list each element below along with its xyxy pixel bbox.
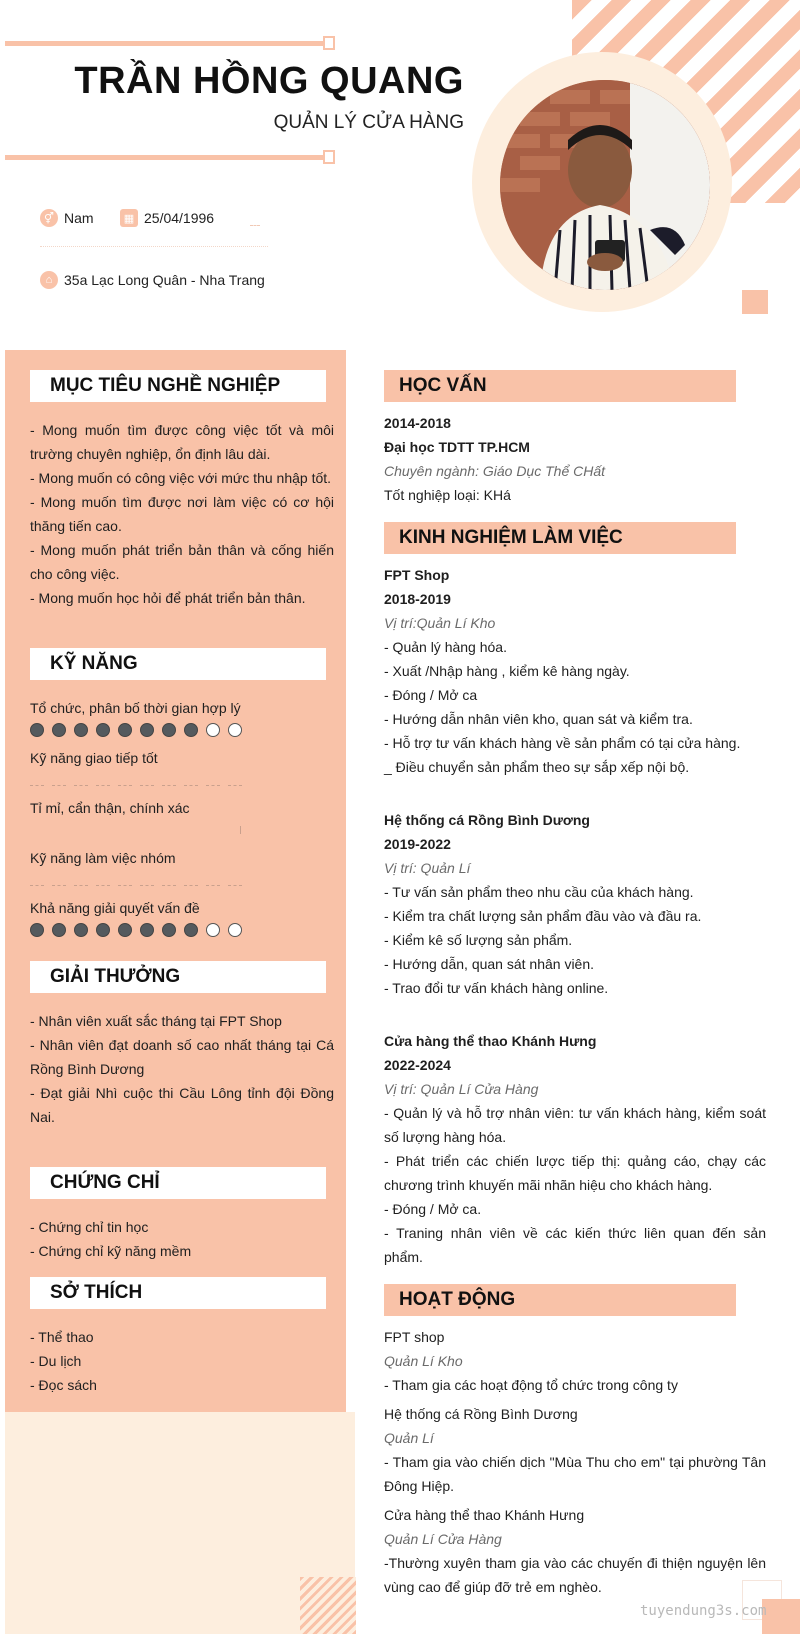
job-entry bbox=[384, 1029, 766, 1269]
objective-line: - Mong muốn tìm được công việc tốt và môi trường chuyên nghiệp, ổn định lâu dài. bbox=[30, 422, 334, 462]
rating-dot-empty bbox=[228, 923, 242, 937]
education-school: Đại học TDTT TP.HCM bbox=[384, 439, 530, 455]
birthdate-value: 25/04/1996 bbox=[144, 210, 215, 226]
education-block bbox=[384, 411, 766, 507]
activity-desc: - Tham gia các hoạt động tổ chức trong công ty bbox=[384, 1377, 678, 1393]
job-duty: - Kiểm tra chất lượng sản phẩm đầu vào và đầu ra. bbox=[384, 908, 702, 924]
job-duty: - Kiểm kê số lượng sản phẩm. bbox=[384, 932, 573, 948]
activity-org: Hệ thống cá Rồng Bình Dương bbox=[384, 1406, 578, 1422]
activity-desc: -Thường xuyên tham gia vào các chuyến đi thiện nguyện lên vùng cao để giúp đỡ trẻ em nghèo. bbox=[384, 1555, 766, 1595]
objective-line: - Mong muốn phát triển bản thân và cống hiến cho công việc. bbox=[30, 542, 334, 582]
job-years: 2022-2024 bbox=[384, 1057, 451, 1073]
rating-dot-empty bbox=[228, 723, 242, 737]
job-duty: - Hướng dẫn nhân viên kho, quan sát và kiểm tra. bbox=[384, 711, 693, 727]
home-icon: ⌂ bbox=[40, 271, 58, 289]
decorative-line-cap bbox=[323, 150, 335, 164]
skill-rating-faint bbox=[30, 772, 242, 786]
activities-block bbox=[384, 1325, 766, 1599]
birthdate-row bbox=[120, 209, 214, 227]
watermark: tuyendung3s.com bbox=[640, 1603, 767, 1619]
hobby-line: - Thể thao bbox=[30, 1329, 94, 1345]
skill-rating bbox=[30, 923, 242, 937]
rating-dot-empty bbox=[206, 723, 220, 737]
job-duty: - Traning nhân viên về các kiến thức liên quan đến sản phẩm. bbox=[384, 1225, 766, 1265]
rating-dot-filled bbox=[52, 923, 66, 937]
certificate-line: - Chứng chỉ tin học bbox=[30, 1219, 149, 1235]
decorative-square bbox=[742, 290, 768, 314]
education-major: Chuyên ngành: Giáo Dục Thể CHất bbox=[384, 463, 606, 479]
skill-label: Khả năng giải quyết vấn đề bbox=[30, 900, 200, 916]
skill-label: Tổ chức, phân bố thời gian hợp lý bbox=[30, 700, 241, 716]
job-years: 2019-2022 bbox=[384, 836, 451, 852]
rating-dot-filled bbox=[96, 923, 110, 937]
section-title-hobbies: SỞ THÍCH bbox=[30, 1277, 326, 1309]
rating-dot-filled bbox=[162, 723, 176, 737]
faint-mark bbox=[250, 225, 260, 226]
rating-dot-filled bbox=[118, 723, 132, 737]
award-line: - Đạt giải Nhì cuộc thi Cầu Lông tỉnh đội Đồng Nai. bbox=[30, 1085, 334, 1125]
section-title-education: HỌC VẤN bbox=[384, 370, 736, 402]
rating-dot-empty bbox=[206, 923, 220, 937]
skill-label: Kỹ năng giao tiếp tốt bbox=[30, 750, 158, 766]
section-title-objective: MỤC TIÊU NGHỀ NGHIỆP bbox=[30, 370, 326, 402]
candidate-name: TRẦN HỒNG QUANG bbox=[74, 60, 464, 102]
job-duty: - Phát triển các chiến lược tiếp thị: quảng cáo, chạy các chương trình khuyến mãi nhãn hiệu cho khách hàng. bbox=[384, 1153, 766, 1193]
objective-text bbox=[30, 418, 334, 610]
gender-icon: ⚥ bbox=[40, 209, 58, 227]
hobby-line: - Du lịch bbox=[30, 1353, 82, 1369]
skill-rating bbox=[30, 723, 242, 737]
section-title-skills: KỸ NĂNG bbox=[30, 648, 326, 680]
profile-photo bbox=[500, 80, 710, 290]
job-duty: - Hướng dẫn, quan sát nhân viên. bbox=[384, 956, 595, 972]
address-value: 35a Lạc Long Quân - Nha Trang bbox=[64, 272, 265, 288]
skill-label: Tỉ mỉ, cẩn thận, chính xác bbox=[30, 800, 190, 816]
award-line: - Nhân viên xuất sắc tháng tại FPT Shop bbox=[30, 1013, 282, 1029]
section-title-activities: HOẠT ĐỘNG bbox=[384, 1284, 736, 1316]
job-entry bbox=[384, 808, 766, 1000]
section-title-certificates: CHỨNG CHỈ bbox=[30, 1167, 326, 1199]
rating-dot-filled bbox=[30, 923, 44, 937]
rating-dot-filled bbox=[184, 923, 198, 937]
section-title-awards: GIẢI THƯỞNG bbox=[30, 961, 326, 993]
decorative-line bbox=[5, 41, 325, 46]
section-title-experience: KINH NGHIỆM LÀM VIỆC bbox=[384, 522, 736, 554]
rating-dot-filled bbox=[96, 723, 110, 737]
rating-dot-filled bbox=[184, 723, 198, 737]
decorative-corner-stripes bbox=[300, 1577, 356, 1634]
objective-line: - Mong muốn học hỏi để phát triển bản thân. bbox=[30, 590, 306, 606]
gender-value: Nam bbox=[64, 210, 94, 226]
job-company: Cửa hàng thể thao Khánh Hưng bbox=[384, 1033, 597, 1049]
job-years: 2018-2019 bbox=[384, 591, 451, 607]
education-grade: Tốt nghiệp loại: KHá bbox=[384, 487, 511, 503]
job-duty: _ Điều chuyển sản phẩm theo sự sắp xếp nội bộ. bbox=[384, 759, 690, 775]
decorative-line-cap bbox=[323, 36, 335, 50]
activity-org: Cửa hàng thể thao Khánh Hưng bbox=[384, 1507, 585, 1523]
rating-dot-filled bbox=[74, 723, 88, 737]
objective-line: - Mong muốn tìm được nơi làm việc có cơ hội thăng tiến cao. bbox=[30, 494, 334, 534]
rating-dot-filled bbox=[162, 923, 176, 937]
job-position: Vị trí: Quản Lí Cửa Hàng bbox=[384, 1081, 539, 1097]
job-duty: - Đóng / Mở ca. bbox=[384, 1201, 482, 1217]
activity-role: Quản Lí Kho bbox=[384, 1353, 463, 1369]
award-line: - Nhân viên đạt doanh số cao nhất tháng tại Cá Rồng Bình Dương bbox=[30, 1037, 334, 1077]
rating-dot-filled bbox=[52, 723, 66, 737]
hobby-line: - Đọc sách bbox=[30, 1377, 97, 1393]
job-duty: - Trao đổi tư vấn khách hàng online. bbox=[384, 980, 609, 996]
certificate-line: - Chứng chỉ kỹ năng mềm bbox=[30, 1243, 192, 1259]
job-duty: - Đóng / Mở ca bbox=[384, 687, 478, 703]
job-company: FPT Shop bbox=[384, 567, 450, 583]
job-title: QUẢN LÝ CỬA HÀNG bbox=[273, 112, 464, 133]
activity-desc: - Tham gia vào chiến dịch "Mùa Thu cho em" tại phường Tân Đông Hiệp. bbox=[384, 1454, 766, 1494]
job-duty: - Quản lý hàng hóa. bbox=[384, 639, 507, 655]
job-duty: - Xuất /Nhập hàng , kiểm kê hàng ngày. bbox=[384, 663, 630, 679]
activity-org: FPT shop bbox=[384, 1329, 445, 1345]
objective-line: - Mong muốn có công việc với mức thu nhập tốt. bbox=[30, 470, 332, 486]
activity-role: Quản Lí bbox=[384, 1430, 434, 1446]
decorative-corner-square bbox=[762, 1599, 800, 1634]
education-years: 2014-2018 bbox=[384, 415, 451, 431]
job-position: Vị trí: Quản Lí bbox=[384, 860, 471, 876]
faint-mark bbox=[240, 826, 241, 834]
address-row bbox=[40, 271, 265, 289]
job-entry bbox=[384, 563, 766, 779]
rating-dot-filled bbox=[140, 723, 154, 737]
job-duty: - Tư vấn sản phẩm theo nhu cầu của khách hàng. bbox=[384, 884, 694, 900]
rating-dot-filled bbox=[30, 723, 44, 737]
decorative-line bbox=[5, 155, 325, 160]
certificates-text bbox=[30, 1215, 334, 1263]
job-position: Vị trí:Quản Lí Kho bbox=[384, 615, 496, 631]
activity-role: Quản Lí Cửa Hàng bbox=[384, 1531, 502, 1547]
rating-dot-filled bbox=[118, 923, 132, 937]
gender-row bbox=[40, 209, 94, 227]
skill-label: Kỹ năng làm việc nhóm bbox=[30, 850, 176, 866]
job-company: Hệ thống cá Rồng Bình Dương bbox=[384, 812, 590, 828]
hobbies-text bbox=[30, 1325, 334, 1397]
awards-text bbox=[30, 1009, 334, 1129]
skill-rating-faint bbox=[30, 872, 242, 886]
rating-dot-filled bbox=[74, 923, 88, 937]
job-duty: - Quản lý và hỗ trợ nhân viên: tư vấn khách hàng, kiểm soát số lượng hàng hóa. bbox=[384, 1105, 766, 1145]
job-duty: - Hỗ trợ tư vấn khách hàng về sản phẩm có tại cửa hàng. bbox=[384, 735, 741, 751]
calendar-icon: ▦ bbox=[120, 209, 138, 227]
faint-row bbox=[40, 246, 268, 247]
rating-dot-filled bbox=[140, 923, 154, 937]
